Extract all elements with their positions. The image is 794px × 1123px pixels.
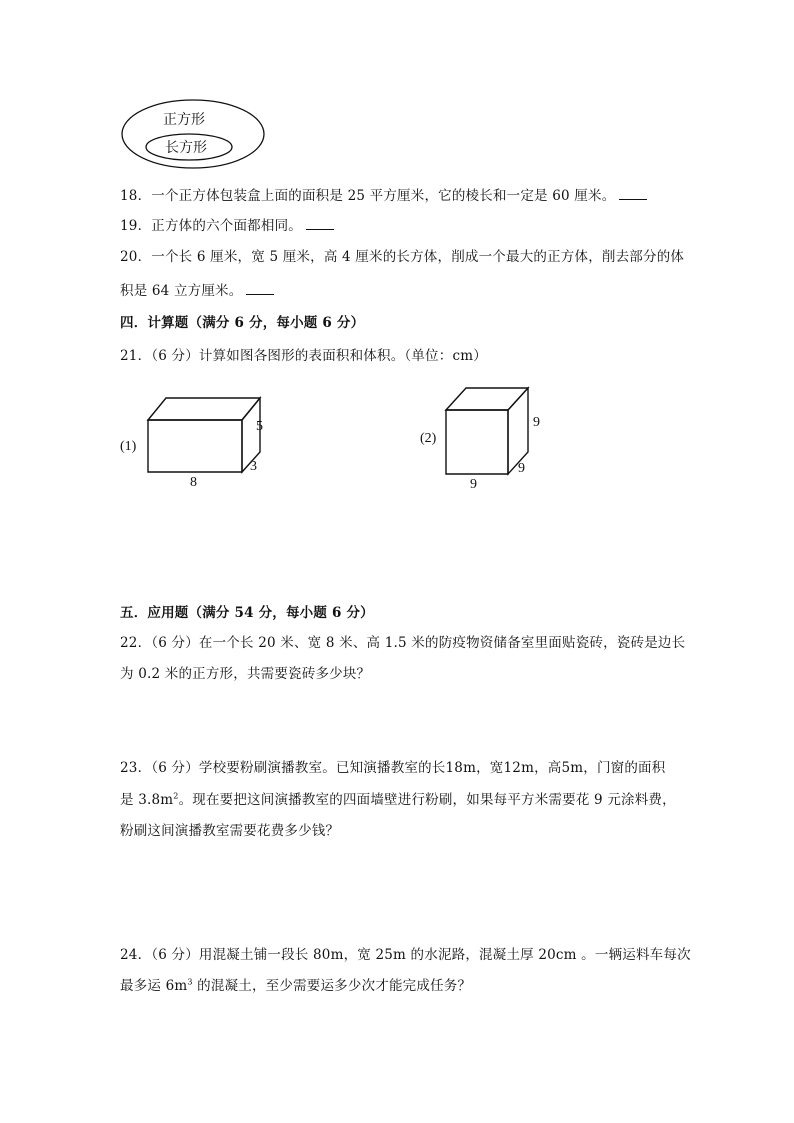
cuboid-length-label: 8	[190, 475, 197, 490]
superscript-3: 3	[187, 977, 193, 987]
question-22-line-2: 为 0.2 米的正方形，共需要瓷砖多少块？	[120, 666, 371, 682]
question-23-line-1: 23．（6 分）学校要粉刷演播教室。已知演播教室的长18m，宽12m，高5m，门窗的面积	[120, 760, 666, 776]
cube-bottom-label: 9	[470, 477, 477, 492]
cuboid-width-label: 3	[250, 459, 257, 474]
cube-height-label: 9	[533, 415, 540, 430]
question-19-text: 19．正方体的六个面都相同。	[120, 218, 302, 234]
question-18-text: 18．一个正方体包装盒上面的面积是 25 平方厘米，它的棱长和一定是 60 厘米。	[120, 188, 616, 204]
question-23-line-2	[120, 790, 676, 810]
cuboid-top-face	[148, 398, 260, 420]
question-18	[120, 186, 647, 206]
figure-2-label: (2)	[420, 431, 437, 446]
answer-blank-20[interactable]	[246, 282, 274, 295]
question-20-line-1: 20．一个长 6 厘米，宽 5 厘米，高 4 厘米的长方体，削成一个最大的正方体，削去部分的体	[120, 249, 685, 265]
question-24-part-a: 最多运 6m	[120, 978, 188, 994]
question-21: 21．（6 分）计算如图各图形的表面积和体积。（单位：cm）	[120, 348, 487, 364]
inner-ellipse-label: 长方形	[165, 141, 207, 156]
question-23-line-3: 粉刷这间演播教室需要花费多少钱？	[120, 823, 340, 839]
question-20-text: 积是 64 立方厘米。	[120, 283, 243, 299]
cube-figure-2	[418, 382, 558, 496]
outer-ellipse-label: 正方形	[163, 113, 205, 128]
superscript-2: 2	[173, 791, 179, 801]
answer-blank-19[interactable]	[306, 217, 334, 230]
question-23-part-a: 是 3.8m	[120, 792, 174, 808]
answer-blank-18[interactable]	[619, 187, 647, 200]
cuboid-figure-1	[118, 390, 278, 494]
question-20-line-2	[120, 281, 274, 301]
question-23-part-b: 。现在要把这间演播教室的四面墙壁进行粉刷，如果每平方米需要花 9 元涂料费，	[178, 792, 676, 808]
section-5-title: 五．应用题（满分 54 分，每小题 6 分）	[120, 605, 374, 621]
question-22-line-1: 22．（6 分）在一个长 20 米、宽 8 米、高 1.5 米的防疫物资储备室里面贴瓷砖，瓷砖是边长	[120, 635, 686, 651]
cube-side-label: 9	[518, 461, 525, 476]
question-24-part-b: 的混凝土，至少需要运多少次才能完成任务？	[192, 978, 472, 994]
question-19	[120, 216, 334, 236]
section-4-title: 四．计算题（满分 6 分，每小题 6 分）	[120, 315, 365, 331]
question-24-line-2	[120, 976, 471, 996]
cuboid-height-label: 5	[256, 419, 263, 434]
figure-1-label: (1)	[120, 439, 137, 454]
venn-diagram	[120, 98, 270, 178]
cube-top-face	[446, 388, 528, 410]
question-24-line-1: 24．（6 分）用混凝土铺一段长 80m，宽 25m 的水泥路，混凝土厚 20cm 。一辆运料车每次	[120, 947, 691, 963]
cube-front-face	[446, 410, 508, 474]
cuboid-front-face	[148, 420, 242, 472]
